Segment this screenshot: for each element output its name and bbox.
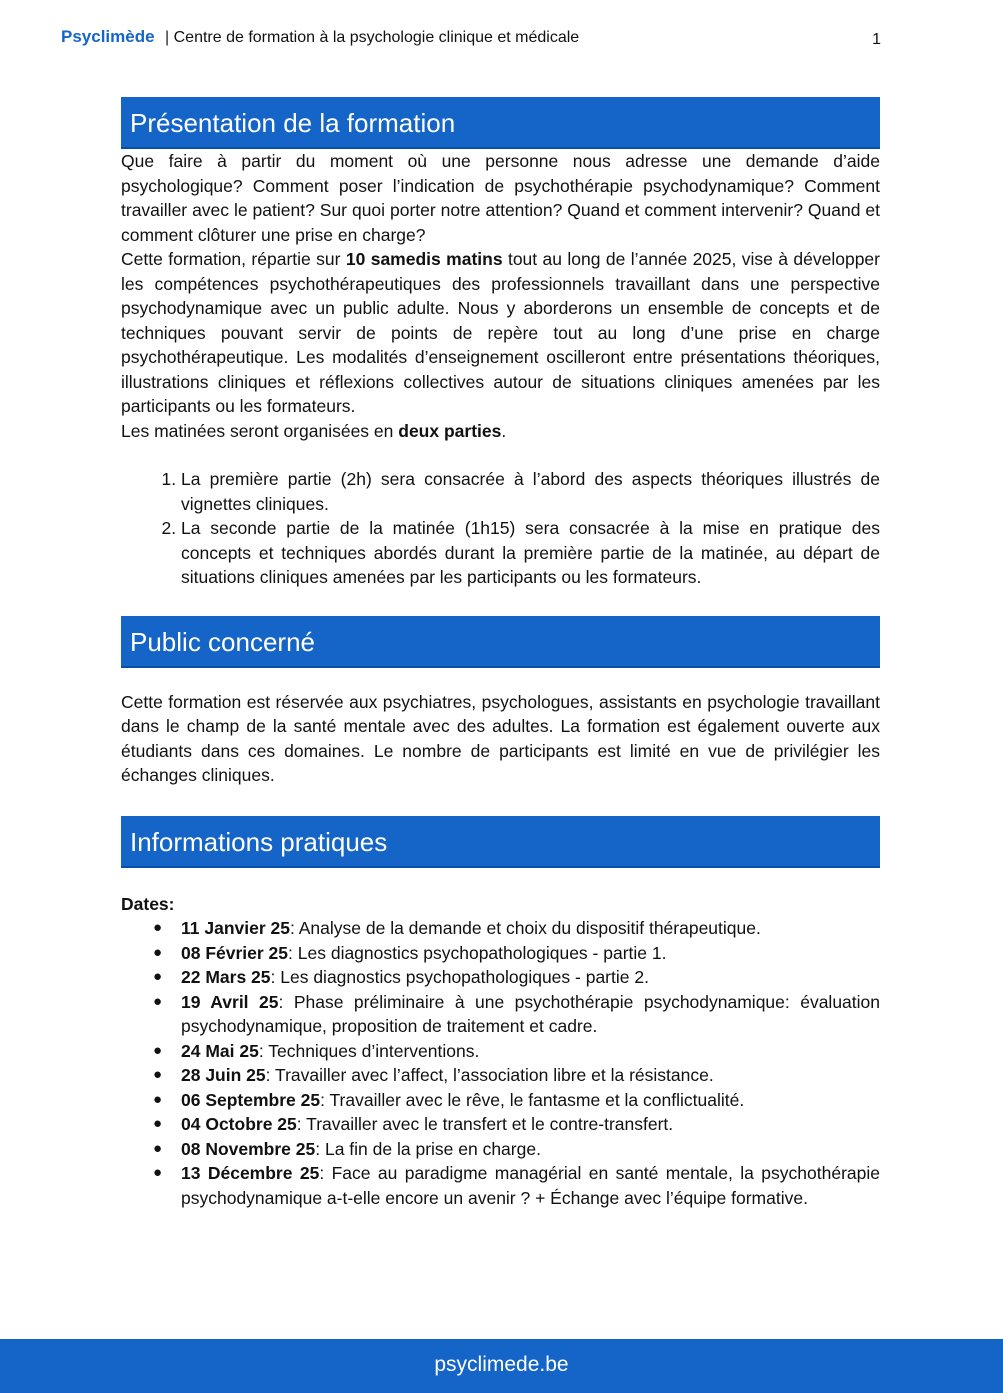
list-item: 2. La seconde partie de la matinée (1h15) sera consacrée à la mise en pratique des concepts et techniques abordés durant la première partie de la matinée, au départ de situations cliniques amenées par les participants ou les formateurs.	[181, 516, 880, 590]
bullet-icon: ●	[153, 1139, 163, 1157]
para2-text-after: tout au long de l’année 2025, vise à développer les compétences psychothérapeutiques des professionnels travaillant dans une perspective psychodynamique avec un public adulte. Nous y aborderons un ensemble de concepts et de techniques pouvant servir de points de repère tout au long d’une prise en charge psychothérapeutique. Les modalités d’enseignement oscilleront entre présentations théoriques, illustrations cliniques et réflexions collectives autour de situations cliniques amenées par les participants ou les formateurs.	[121, 249, 880, 416]
date-label: 22 Mars 25	[181, 967, 271, 987]
bullet-icon: ●	[153, 943, 163, 961]
page-header	[61, 27, 881, 55]
list-item	[153, 1063, 880, 1088]
date-topic: : Face au paradigme managérial en santé mentale, la psychothérapie psychodynamique a-t-elle encore un avenir ? + Échange avec l’équipe formative.	[181, 1163, 880, 1208]
date-topic: : La fin de la prise en charge.	[315, 1138, 541, 1159]
date-topic: : Analyse de la demande et choix du dispositif thérapeutique.	[289, 918, 761, 938]
para3-text-after: .	[501, 420, 507, 441]
bullet-icon: ●	[153, 1164, 163, 1181]
bullet-icon: ●	[153, 1041, 163, 1059]
date-label: 04 Octobre 25	[181, 1114, 297, 1134]
bullet-icon: ●	[153, 1115, 163, 1132]
list-item	[153, 941, 880, 966]
date-label: 28 Juin 25	[181, 1065, 266, 1085]
brand-name: Psyclimède	[61, 27, 155, 46]
header-subtitle: Centre de formation à la psychologie clinique et médicale	[173, 29, 580, 46]
presentation-paragraph-2	[121, 247, 880, 419]
bullet-icon: ●	[153, 1066, 163, 1083]
date-label: 08 Novembre 25	[181, 1138, 316, 1159]
date-label: 11 Janvier 25	[181, 918, 290, 938]
date-topic: : Les diagnostics psychopathologiques - partie 1.	[288, 942, 667, 963]
section-heading-public: Public concerné	[121, 616, 880, 668]
date-label: 24 Mai 25	[181, 1040, 259, 1061]
page-footer	[0, 1339, 1003, 1393]
date-label: 19 Avril 25	[181, 991, 279, 1012]
section-heading-infos: Informations pratiques	[121, 816, 880, 868]
section-heading-presentation: Présentation de la formation	[121, 97, 880, 149]
date-topic: : Travailler avec le rêve, le fantasme et la conflictualité.	[320, 1089, 745, 1110]
page-number: 1	[872, 31, 881, 48]
para3-text-before: Les matinées seront organisées en	[121, 420, 399, 441]
date-topic: : Travailler avec le transfert et le contre-transfert.	[296, 1114, 674, 1134]
dates-label: Dates:	[121, 893, 175, 914]
date-label: 08 Février 25	[181, 942, 289, 963]
header-separator: |	[165, 29, 170, 46]
para3-bold-parts: deux parties	[398, 420, 502, 441]
presentation-paragraph-3	[121, 419, 880, 444]
date-label: 13 Décembre 25	[181, 1163, 320, 1183]
presentation-intro: Que faire à partir du moment où une personne nous adresse une demande d’aide psychologique? Comment poser l’indication de psychothérapie psychodynamique? Comment travailler avec le patient? Sur quoi porter notre attention? Quand et comment intervenir? Quand et comment clôturer une prise en charge?	[121, 151, 880, 245]
bullet-icon: ●	[153, 919, 163, 936]
date-topic: : Travailler avec l’affect, l’association libre et la résistance.	[265, 1065, 714, 1085]
list-item	[153, 1137, 880, 1162]
parts-list	[121, 467, 880, 590]
list-item	[153, 990, 881, 1039]
document-body	[121, 97, 880, 1210]
date-topic: : Les diagnostics psychopathologiques - partie 2.	[270, 967, 649, 987]
date-label: 06 Septembre 25	[181, 1089, 321, 1110]
bullet-icon: ●	[153, 968, 163, 985]
list-item	[153, 916, 880, 941]
list-item: 1. La première partie (2h) sera consacrée à l’abord des aspects théoriques illustrés de vignettes cliniques.	[181, 467, 880, 516]
date-topic: : Phase préliminaire à une psychothérapie psychodynamique: évaluation psychodynamique, proposition de traitement et cadre.	[181, 991, 881, 1036]
para2-bold-sessions: 10 samedis matins	[345, 249, 503, 269]
bullet-icon: ●	[153, 1090, 163, 1108]
dates-list	[121, 916, 880, 1210]
footer-url[interactable]: psyclimede.be	[434, 1353, 569, 1376]
list-item	[153, 1161, 880, 1210]
list-item	[153, 1112, 880, 1137]
list-item	[153, 1039, 880, 1064]
bullet-icon: ●	[153, 992, 163, 1010]
list-item	[153, 1088, 880, 1113]
para2-text-before: Cette formation, répartie sur	[121, 249, 346, 269]
list-item	[153, 965, 880, 990]
date-topic: : Techniques d’interventions.	[258, 1040, 480, 1061]
public-text: Cette formation est réservée aux psychiatres, psychologues, assistants en psychologie travaillant dans le champ de la santé mentale avec des adultes. La formation est également ouverte aux étudiants dans ces domaines. Le nombre de participants est limité en vue de privilégier les échanges cliniques.	[121, 691, 880, 785]
